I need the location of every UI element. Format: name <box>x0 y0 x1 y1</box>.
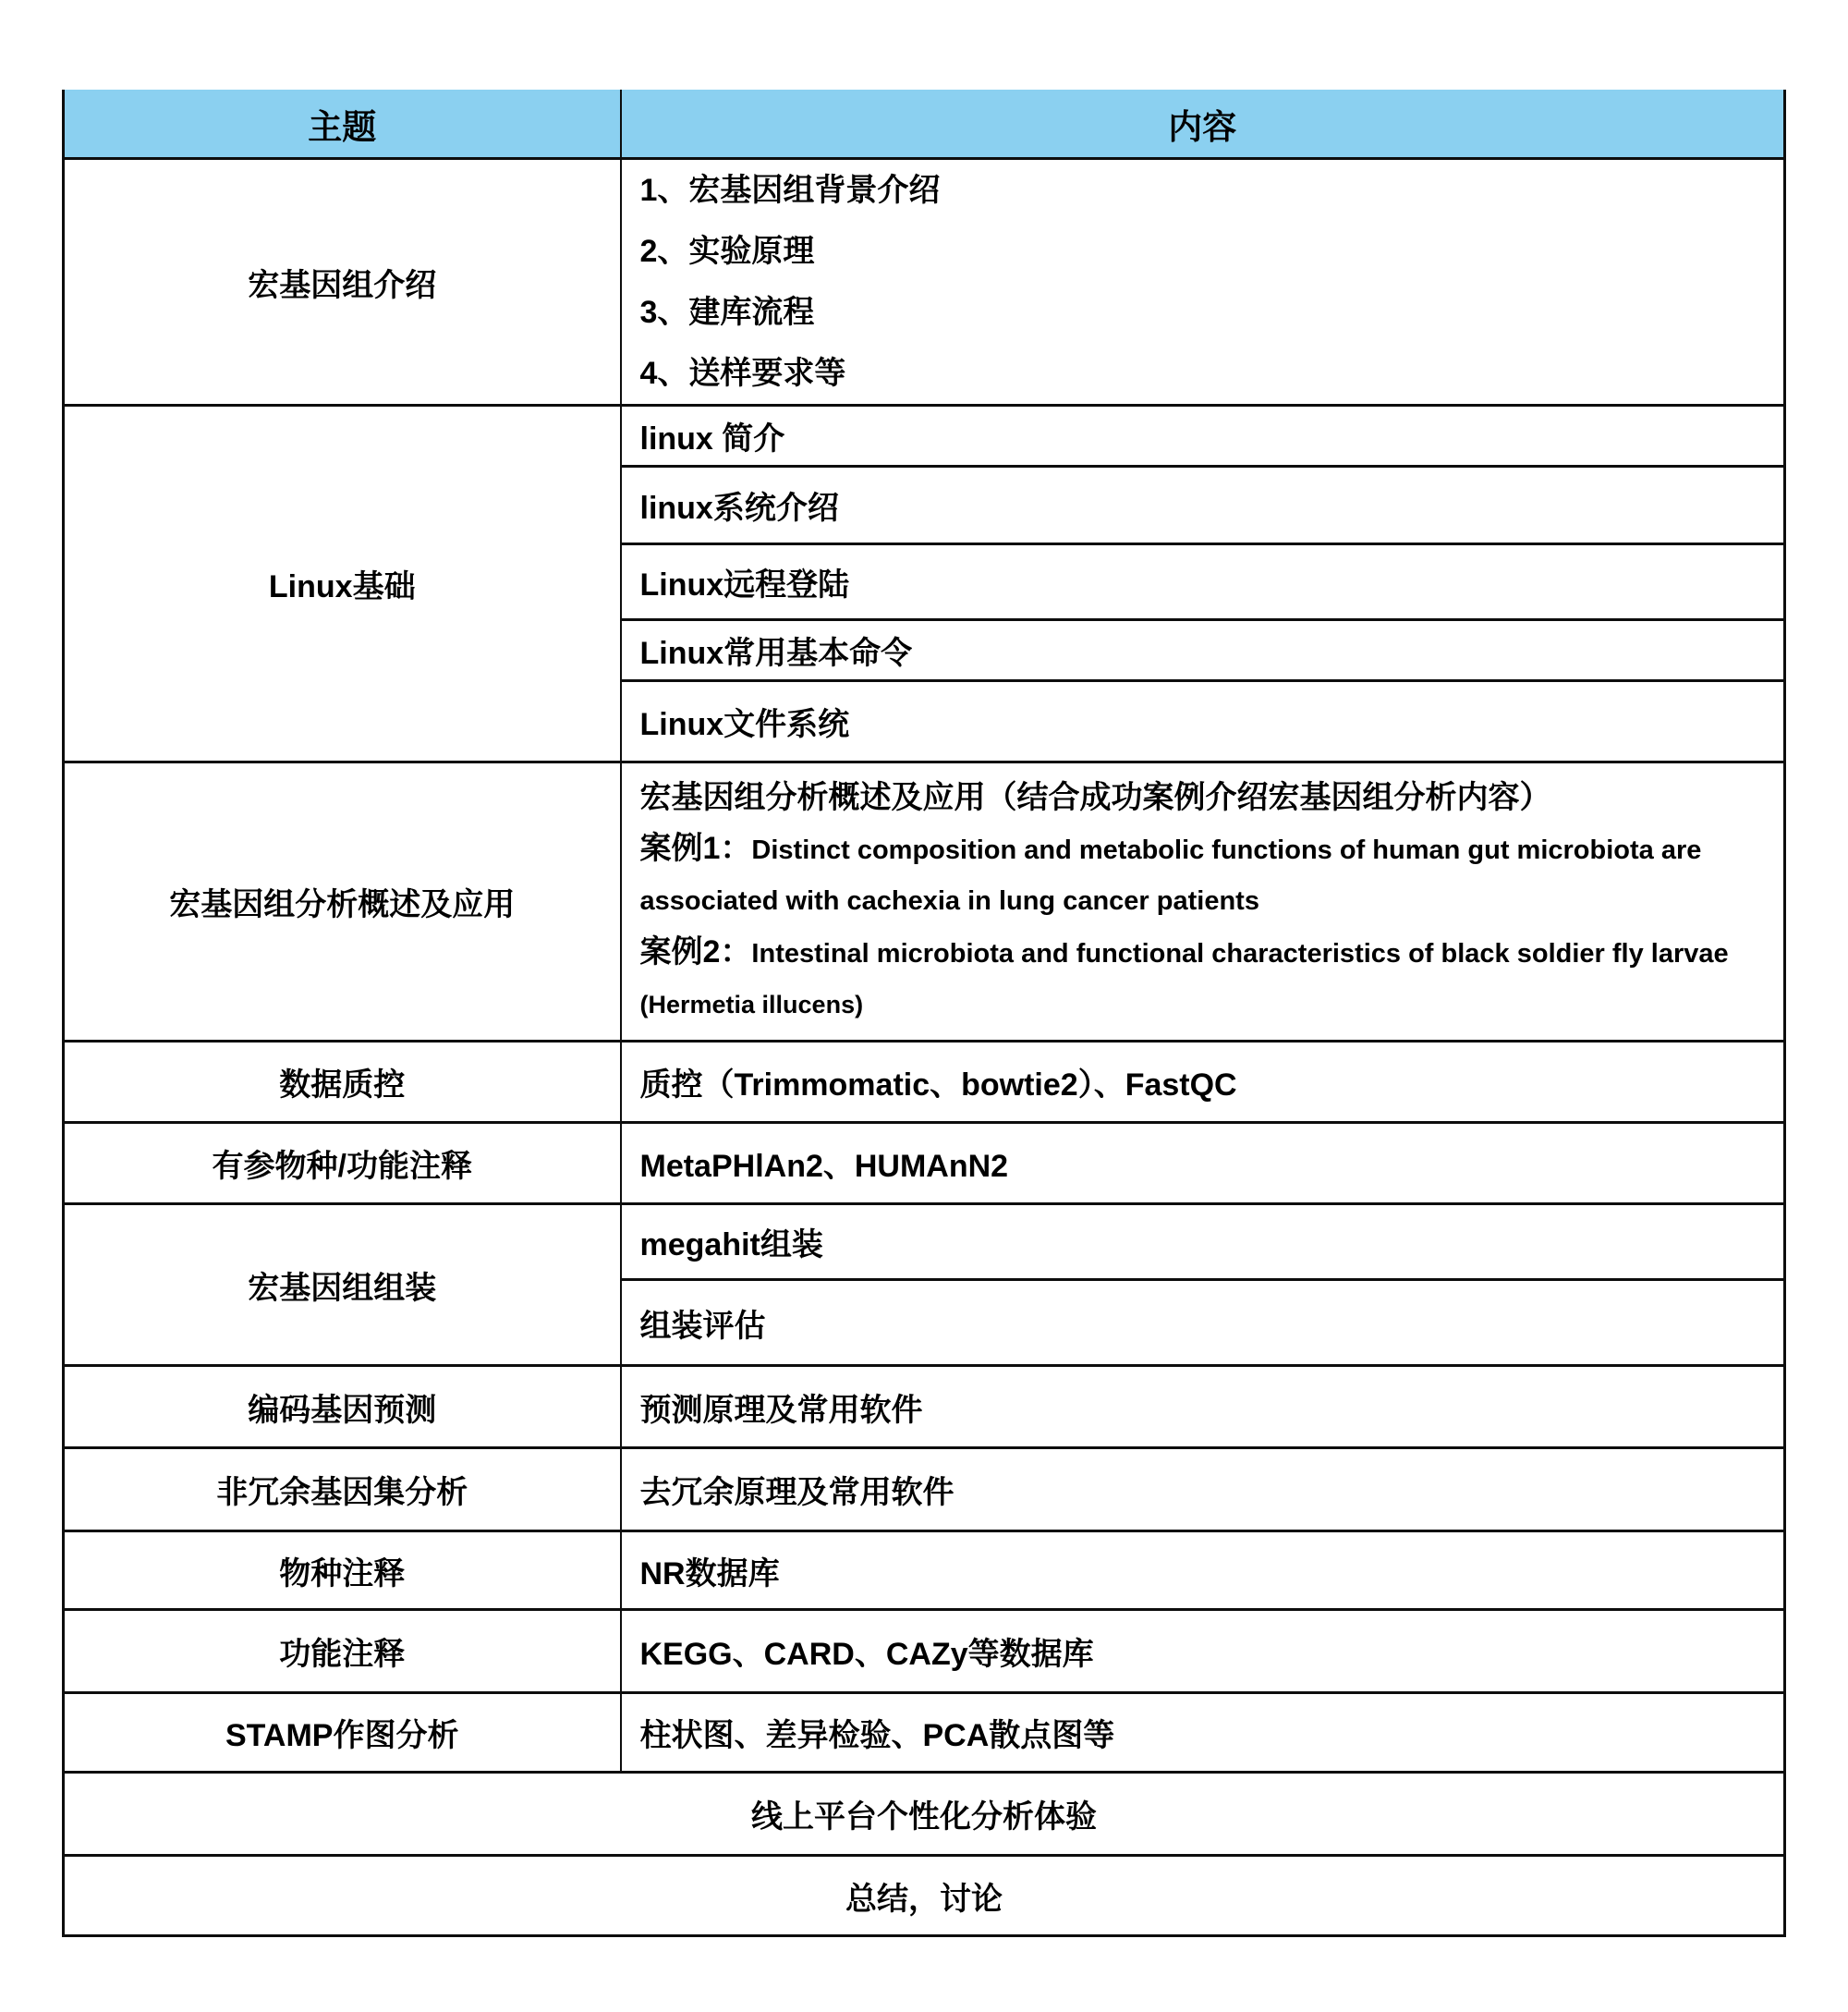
column-header-topic: 主题 <box>64 90 621 159</box>
content-cell-overview <box>621 762 1785 1042</box>
table-row-ref-annotation <box>64 1123 1785 1204</box>
case2-title-part2: (Hermetia illucens) <box>639 991 864 1018</box>
case1-label: 案例1： <box>639 831 752 866</box>
case1-title-part1: Distinct composition and metabolic functions of human gut microbiota are <box>751 835 1702 865</box>
topic-cell-stamp: STAMP作图分析 <box>64 1693 621 1773</box>
content-cell-ref-annotation: MetaPHlAn2、HUMAnN2 <box>621 1123 1785 1204</box>
intro-item-3: 3、建库流程 <box>639 295 815 330</box>
table-header-row <box>64 90 1785 159</box>
content-cell-linux-5: Linux文件系统 <box>621 681 1785 762</box>
topic-cell-assembly: 宏基因组组装 <box>64 1204 621 1366</box>
column-header-content: 内容 <box>621 90 1785 159</box>
table-row-linux-1 <box>64 406 1785 467</box>
table-row-gene-prediction <box>64 1366 1785 1448</box>
topic-cell-gene-prediction: 编码基因预测 <box>64 1366 621 1448</box>
content-cell-linux-4: Linux常用基本命令 <box>621 620 1785 681</box>
content-cell-linux-2: linux系统介绍 <box>621 467 1785 544</box>
case2-title-part1: Intestinal microbiota and functional characteristics of black soldier fly larvae <box>751 939 1729 969</box>
topic-cell-non-redundant: 非冗余基因集分析 <box>64 1448 621 1531</box>
table-row-intro <box>64 159 1785 406</box>
content-cell-linux-3: Linux远程登陆 <box>621 544 1785 620</box>
content-cell-assembly-2: 组装评估 <box>621 1280 1785 1366</box>
content-cell-non-redundant: 去冗余原理及常用软件 <box>621 1448 1785 1531</box>
content-cell-qc: 质控（Trimmomatic、bowtie2）、FastQC <box>621 1042 1785 1123</box>
table-row-summary <box>64 1856 1785 1936</box>
intro-item-1: 1、宏基因组背景介绍 <box>639 173 941 208</box>
online-platform-cell: 线上平台个性化分析体验 <box>64 1773 1785 1856</box>
overview-intro-line: 宏基因组分析概述及应用（结合成功案例介绍宏基因组分析内容） <box>639 780 1551 815</box>
content-cell-stamp: 柱状图、差异检验、PCA散点图等 <box>621 1693 1785 1773</box>
table-row-online-platform <box>64 1773 1785 1856</box>
course-syllabus-table <box>62 90 1786 1937</box>
case2-label: 案例2： <box>639 934 752 969</box>
content-cell-function: KEGG、CARD、CAZy等数据库 <box>621 1610 1785 1693</box>
table-row-qc <box>64 1042 1785 1123</box>
content-cell-gene-prediction: 预测原理及常用软件 <box>621 1366 1785 1448</box>
table-row-stamp <box>64 1693 1785 1773</box>
table-row-overview <box>64 762 1785 1042</box>
intro-item-2: 2、实验原理 <box>639 234 815 269</box>
content-cell-intro <box>621 159 1785 406</box>
topic-cell-intro: 宏基因组介绍 <box>64 159 621 406</box>
topic-cell-taxonomy: 物种注释 <box>64 1531 621 1610</box>
content-cell-assembly-1: megahit组装 <box>621 1204 1785 1280</box>
topic-cell-overview: 宏基因组分析概述及应用 <box>64 762 621 1042</box>
topic-cell-function: 功能注释 <box>64 1610 621 1693</box>
topic-cell-ref-annotation: 有参物种/功能注释 <box>64 1123 621 1204</box>
intro-item-4: 4、送样要求等 <box>639 356 846 391</box>
topic-cell-qc: 数据质控 <box>64 1042 621 1123</box>
table-row-non-redundant <box>64 1448 1785 1531</box>
overview-case2-line <box>640 927 1773 980</box>
topic-cell-linux: Linux基础 <box>64 406 621 762</box>
content-cell-taxonomy: NR数据库 <box>621 1531 1785 1610</box>
table-row-assembly-1 <box>64 1204 1785 1280</box>
table-row-taxonomy <box>64 1531 1785 1610</box>
overview-case1-line <box>640 823 1773 876</box>
table-row-function <box>64 1610 1785 1693</box>
content-cell-linux-1: linux 简介 <box>621 406 1785 467</box>
summary-cell: 总结，讨论 <box>64 1856 1785 1936</box>
case1-title-part2: associated with cachexia in lung cancer patients <box>639 886 1259 916</box>
